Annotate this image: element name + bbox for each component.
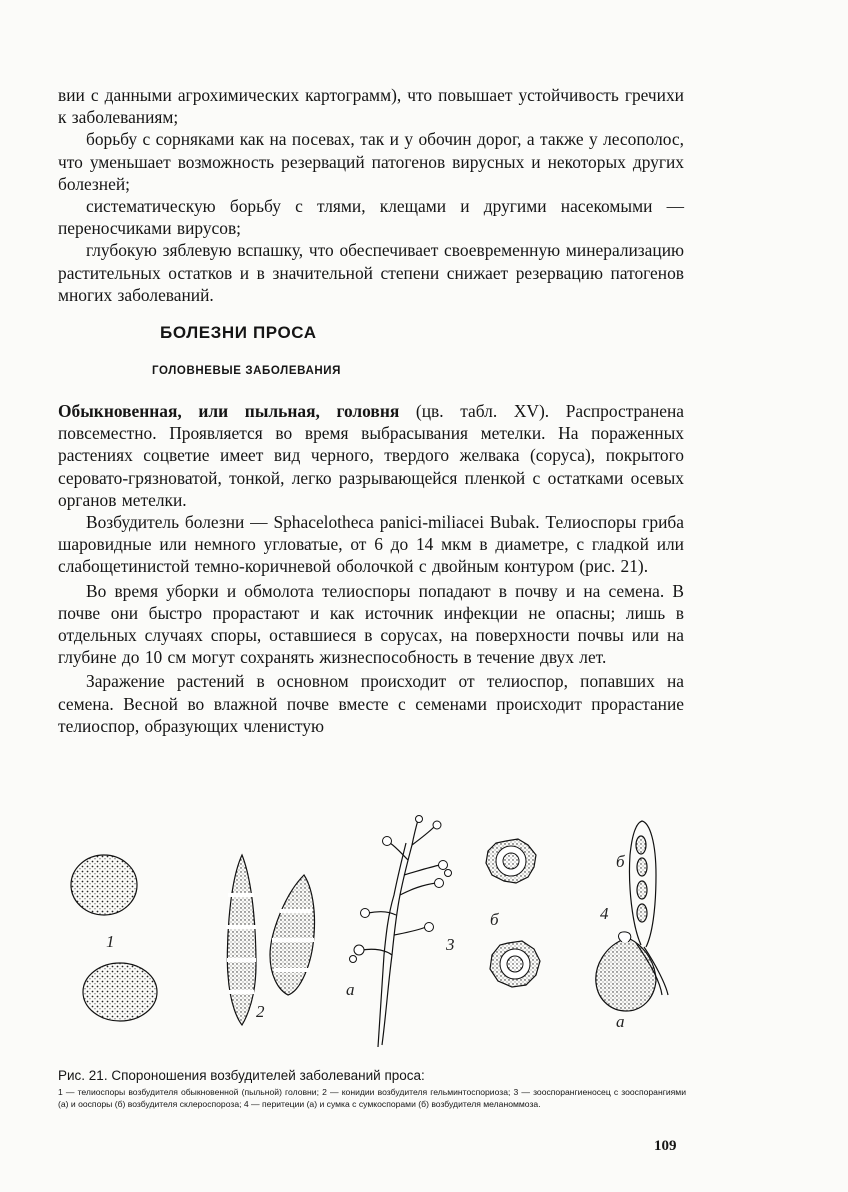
top-text-block [58, 84, 684, 306]
paragraph-smut-intro [58, 400, 684, 511]
figure-21 [56, 815, 696, 1065]
figure-label-3b: б [490, 910, 499, 929]
main-text-block [58, 400, 684, 737]
zoosporangia [350, 816, 452, 963]
disease-name: Обыкновенная, или пыльная, головня [58, 401, 400, 421]
paragraph-pathogen: Возбудитель болезни — Sphacelotheca panici-miliacei Bubak. Телиоспоры гриба шаровидные или немного угловатые, от 6 до 14 мкм в диаметре, с гладкой или слабощетинистой темно-коричневой оболочкой с двойным контуром (рис. 21). [58, 512, 684, 577]
figure-label-4b: б [616, 852, 625, 871]
paragraph-4: глубокую зяблевую вспашку, что обеспечивает своевременную минерализацию растительных остатков и в значительной степени снижает резервацию патогенов многих заболеваний. [58, 240, 684, 305]
figure-caption-text: 1 — телиоспоры возбудителя обыкновенной (пыльной) головни; 2 — конидии возбудителя гельминтоспориоза; 3 — зооспорангиеносец с зооспорангиями (а) и ооспоры (б) возбудителя склероспороза; 4 — перитеции (а) и сумка с сумкоспорами (б) возбудителя меланоммоза. [58, 1087, 686, 1109]
figure-label-3a: а [346, 980, 355, 999]
paragraph-3: систематическую борьбу с тлями, клещами и другими насекомыми — переносчиками вирусов; [58, 196, 684, 239]
figure-label-2: 2 [256, 1002, 265, 1021]
paragraph-infection: Заражение растений в основном происходит от телиоспор, попавших на семена. Весной во влажной почве вместе с семенами происходит прорастание телиоспор, образующих членистую [58, 671, 684, 736]
paragraph-smut-intro-rest: (цв. табл. XV). Распространена повсеместно. Проявляется во время выбрасывания метелки. На пораженных растениях соцветие имеет вид черного, твердого желвака (соруса), покрытого серовато-грязноватой, тонкой, легко разрывающейся пленкой с остатками осевых органов метелки. [58, 401, 685, 510]
zoosporangiophore-drawing [362, 820, 440, 1047]
figure-illustration [56, 815, 696, 1065]
figure-label-1: 1 [106, 932, 115, 951]
figure-label-4: 4 [600, 904, 609, 923]
paragraph-1: вии с данными агрохимических картограмм), что повышает устойчивость гречихи к заболеваниям; [58, 85, 684, 128]
section-heading: БОЛЕЗНИ ПРОСА [160, 323, 317, 342]
figure-label-3: 3 [446, 935, 455, 954]
subsection-heading: ГОЛОВНЕВЫЕ ЗАБОЛЕВАНИЯ [152, 365, 341, 377]
figure-caption-title: Рис. 21. Спороношения возбудителей заболеваний проса: [58, 1068, 425, 1083]
conidia-drawing [226, 855, 315, 1025]
paragraph-harvest: Во время уборки и обмолота телиоспоры попадают в почву и на семена. В почве они быстро прорастают и как источник инфекции не опасны; лишь в отдельных случаях споры, оставшиеся в сорусах, на поверхности почвы или на глубине до 10 см могут сохранять жизнеспособность в течение двух лет. [58, 580, 684, 668]
page-number: 109 [654, 1138, 677, 1154]
figure-label-4a: а [616, 1012, 625, 1031]
paragraph-2: борьбу с сорняками как на посевах, так и у обочин дорог, а также у лесополос, что уменьшает возможность резерваций патогенов вирусных и некоторых других болезней; [58, 129, 684, 194]
